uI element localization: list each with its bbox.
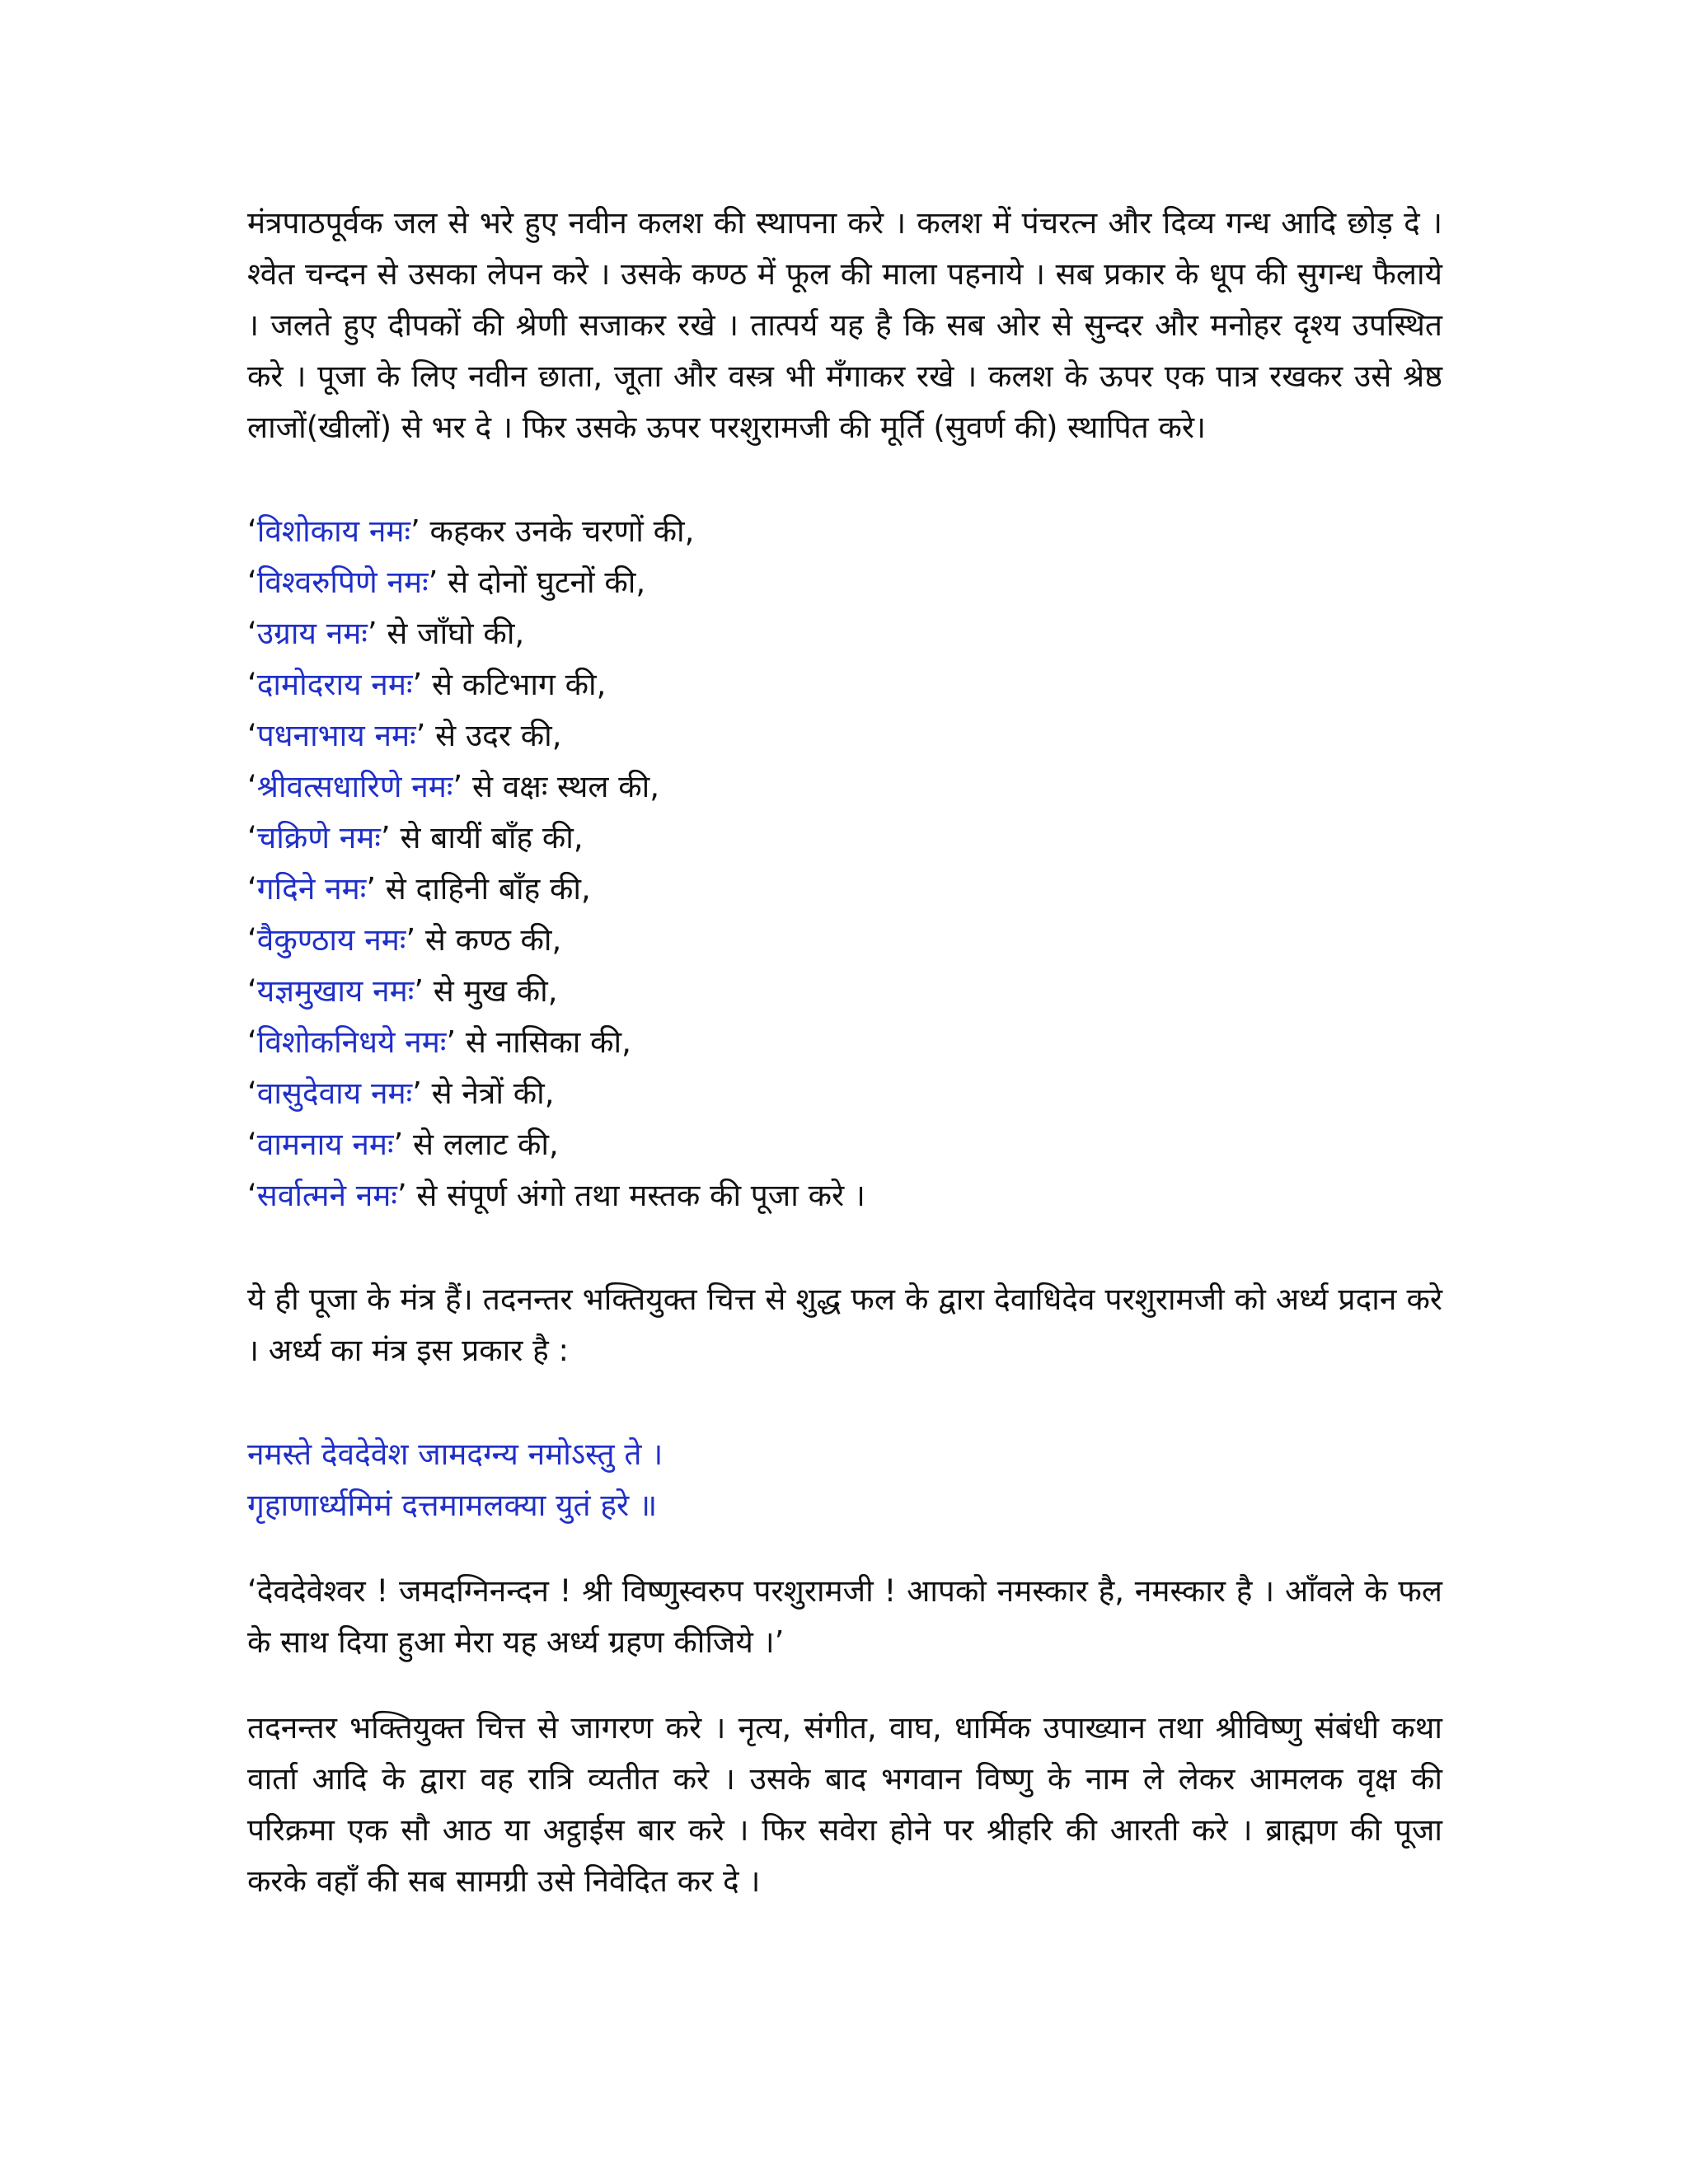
mantra-name: यज्ञमुखाय नमः [256,973,415,1009]
open-quote: ‘ [247,513,257,549]
mantra-line [247,1119,1442,1170]
mantra-instruction: ’ से दाहिनी बाँह की, [366,871,591,907]
mantra-line [247,710,1442,762]
open-quote: ‘ [247,769,257,804]
verse-line-1: नमस्ते देवदेवेश जामदग्न्य नमोऽस्तु ते । [247,1436,663,1472]
arghya-verse [247,1429,1442,1531]
spacer [247,453,1442,506]
spacer [247,1376,1442,1429]
mantra-name: विशोकाय नमः [256,513,411,549]
mantra-instruction: ’ से संपूर्ण अंगो तथा मस्तक की पूजा करे । [396,1178,865,1213]
open-quote: ‘ [247,973,257,1009]
document-page [247,198,1442,1907]
mantra-name: चक्रिणे नमः [256,820,381,855]
mantra-name: उग्राय नमः [256,616,368,651]
mantra-line [247,557,1442,608]
mantra-instruction: ’ से बायीं बाँह की, [380,820,584,855]
paragraph-arghya-intro: ये ही पूजा के मंत्र हैं। तदनन्तर भक्तियुक्त चित्त से शुद्ध फल के द्वारा देवाधिदेव परशुरामजी को अर्ध्य प्रदान करे । अर्ध्य का मंत्र इस प्रकार है : [247,1282,1442,1368]
mantra-instruction: ’ से दोनों घुटनों की, [428,565,646,600]
mantra-name: श्रीवत्सधारिणे नमः [256,769,453,804]
mantra-instruction: ’ से नेत्रों की, [412,1076,555,1111]
open-quote: ‘ [247,667,257,702]
mantra-instruction: ’ से वक्षः स्थल की, [452,769,659,804]
mantra-name: दामोदराय नमः [256,667,413,702]
mantra-instruction: ’ से जाँघो की, [367,616,525,651]
mantra-instruction: ’ से उदर की, [415,718,562,753]
mantra-instruction: ’ से मुख की, [414,973,558,1009]
paragraph-kalash-installation: मंत्रपाठपूर्वक जल से भरे हुए नवीन कलश की स्थापना करे । कलश में पंचरत्न और दिव्य गन्ध आदि छोड़ दे । श्वेत चन्दन से उसका लेपन करे । उसके कण्ठ में फूल की माला पहनाये । सब प्रकार के धूप की सुगन्ध फैलाये । जलते हुए दीपकों की श्रेणी सजाकर रखे । तात्पर्य यह है कि सब ओर से सुन्दर और मनोहर दृश्य उपस्थित करे । पूजा के लिए नवीन छाता, जूता और वस्त्र भी मँगाकर रखे । कलश के ऊपर एक पात्र रखकर उसे श्रेष्ठ लाजों(खीलों) से भर दे । फिर उसके ऊपर परशुरामजी की मूर्ति (सुवर्ण की) स्थापित करे। [247,205,1442,445]
open-quote: ‘ [247,922,257,958]
mantra-line [247,864,1442,915]
mantra-list [247,506,1442,1221]
open-quote: ‘ [247,1076,257,1111]
mantra-name: वासुदेवाय नमः [256,1076,413,1111]
mantra-name: विश्वरुपिणे नमः [256,565,429,600]
mantra-instruction: ’ से ललाट की, [393,1127,559,1162]
open-quote: ‘ [247,1024,257,1060]
mantra-name: वैकुण्ठाय नमः [256,922,406,958]
mantra-line [247,915,1442,966]
mantra-instruction: ’ कहकर उनके चरणों की, [410,513,695,549]
mantra-name: विशोकनिधये नमः [256,1024,447,1060]
mantra-line [247,1068,1442,1119]
paragraph-verse-translation: ‘देवदेवेश्वर ! जमदग्निनन्दन ! श्री विष्णुस्वरुप परशुरामजी ! आपको नमस्कार है, नमस्कार है । आँवले के फल के साथ दिया हुआ मेरा यह अर्ध्य ग्रहण कीजिये ।’ [247,1573,1442,1660]
verse-line-2: गृहाणार्ध्यमिमं दत्तमामलक्या युतं हरे ॥ [247,1488,658,1523]
mantra-instruction: ’ से नासिका की, [446,1024,631,1060]
open-quote: ‘ [247,565,257,600]
mantra-line [247,506,1442,557]
open-quote: ‘ [247,820,257,855]
mantra-instruction: ’ से कण्ठ की, [406,922,562,958]
mantra-line [247,608,1442,659]
paragraph-jagaran: तदनन्तर भक्तियुक्त चित्त से जागरण करे । नृत्य, संगीत, वाघ, धार्मिक उपाख्यान तथा श्रीविष्णु संबंधी कथा वार्ता आदि के द्वारा वह रात्रि व्यतीत करे । उसके बाद भगवान विष्णु के नाम ले लेकर आमलक वृक्ष की परिक्रमा एक सौ आठ या अट्ठाईस बार करे । फिर सवेरा होने पर श्रीहरि की आरती करे । ब्राह्मण की पूजा करके वहाँ की सब सामग्री उसे निवेदित कर दे । [247,1710,1442,1899]
open-quote: ‘ [247,1127,257,1162]
open-quote: ‘ [247,871,257,907]
mantra-line [247,762,1442,813]
mantra-line [247,813,1442,864]
mantra-instruction: ’ से कटिभाग की, [412,667,607,702]
open-quote: ‘ [247,616,257,651]
spacer [247,1668,1442,1703]
spacer [247,1221,1442,1274]
mantra-line [247,1017,1442,1068]
open-quote: ‘ [247,1178,257,1213]
spacer [247,1531,1442,1566]
open-quote: ‘ [247,718,257,753]
mantra-name: सर्वात्मने नमः [256,1178,397,1213]
mantra-line [247,1170,1442,1221]
mantra-name: वामनाय नमः [256,1127,394,1162]
mantra-name: गदिने नमः [256,871,367,907]
mantra-line [247,659,1442,710]
mantra-name: पधनाभाय नमः [256,718,416,753]
mantra-line [247,966,1442,1017]
